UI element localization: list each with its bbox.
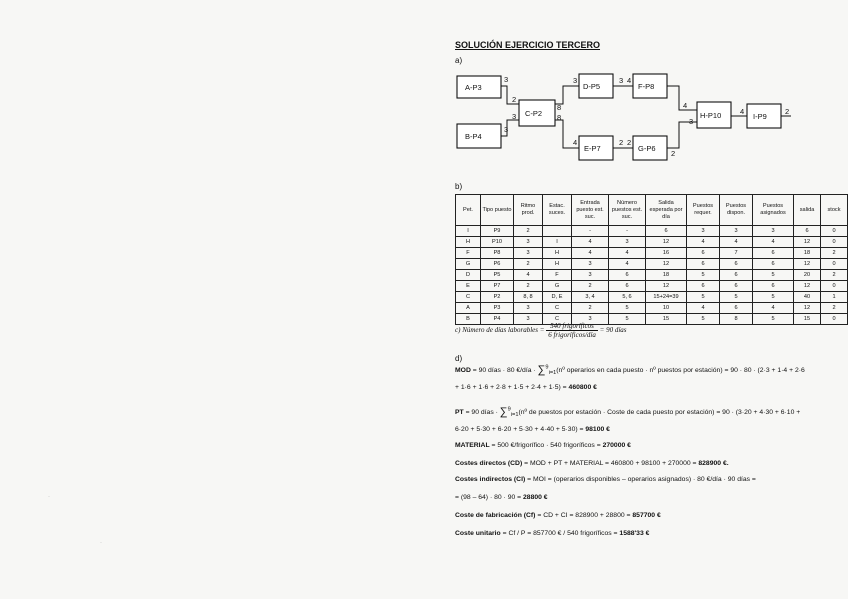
- section-a-label: a): [455, 56, 463, 65]
- table-cell: 1: [821, 292, 848, 303]
- table-cell: C: [543, 314, 572, 325]
- pt-line-2: 6·20 + 5·30 + 6·20 + 5·30 + 4·40 + 5·30) = 98100 €: [455, 426, 610, 433]
- table-cell: 2: [514, 259, 543, 270]
- table-cell: P4: [481, 314, 514, 325]
- mod-line: MOD = 90 días · 80 €/día · ∑$^9_{i=1}$(nº operarios en cada puesto · nº puestos por estación) = 90 · 80 · (2·3 + 1·4 + 2·6: [455, 364, 805, 377]
- table-cell: 4: [609, 259, 646, 270]
- table-cell: 15: [646, 314, 687, 325]
- table-cell: D, E: [543, 292, 572, 303]
- table-cell: H: [456, 237, 481, 248]
- table-cell: 3: [514, 237, 543, 248]
- summation-icon: ∑: [499, 406, 508, 418]
- table-cell: 12: [794, 237, 821, 248]
- section-c-label: c): [455, 326, 461, 335]
- table-cell: -: [572, 226, 609, 237]
- col-header: Pet.: [456, 195, 481, 226]
- table-cell: 3, 4: [572, 292, 609, 303]
- table-cell: 4: [753, 237, 794, 248]
- indirect-costs-line: Costes indirectos (CI) = MOI = (operarios disponibles – operarios asignados) · 80 €/día · 90 días =: [455, 476, 756, 483]
- table-cell: 6: [687, 259, 720, 270]
- table-cell: C: [543, 303, 572, 314]
- table-cell: P6: [481, 259, 514, 270]
- table-cell: 3: [572, 314, 609, 325]
- table-cell: P8: [481, 248, 514, 259]
- section-d-label: d): [455, 354, 463, 363]
- assignment-table: [455, 194, 848, 325]
- node-b-p4: [457, 124, 501, 148]
- table-cell: 5: [687, 292, 720, 303]
- table-cell: H: [543, 248, 572, 259]
- table-cell: 4: [514, 270, 543, 281]
- svg-text:4: 4: [573, 138, 578, 147]
- node-h-p10: [697, 102, 731, 128]
- table-cell: -: [609, 226, 646, 237]
- svg-text:4: 4: [627, 76, 632, 85]
- table-cell: H: [543, 259, 572, 270]
- unit-cost-line: Coste unitario = Cf / P = 857700 € / 540 frigoríficos = 1588'33 €: [455, 530, 650, 537]
- table-cell: 8: [720, 314, 753, 325]
- svg-text:3: 3: [512, 112, 517, 121]
- table-cell: 15+24=39: [646, 292, 687, 303]
- table-cell: C: [456, 292, 481, 303]
- table-cell: 40: [794, 292, 821, 303]
- svg-text:C-P2: C-P2: [525, 109, 543, 118]
- table-cell: 2: [514, 226, 543, 237]
- table-cell: 5: [753, 292, 794, 303]
- c-result: = 90 días: [599, 326, 627, 335]
- table-cell: 3: [609, 237, 646, 248]
- svg-text:4: 4: [683, 101, 688, 110]
- table-body: [456, 226, 848, 325]
- node-e-p7: [579, 136, 613, 160]
- svg-text:D-P5: D-P5: [583, 82, 601, 91]
- table-cell: 2: [572, 303, 609, 314]
- node-d-p5: [579, 74, 613, 98]
- section-b-label: b): [455, 182, 463, 191]
- table-cell: G: [543, 281, 572, 292]
- table-cell: 0: [821, 226, 848, 237]
- col-header: Estac. suces.: [543, 195, 572, 226]
- table-cell: I: [456, 226, 481, 237]
- svg-text:H-P10: H-P10: [700, 111, 722, 120]
- table-cell: 5: [609, 303, 646, 314]
- table-cell: 12: [794, 281, 821, 292]
- svg-text:2: 2: [671, 149, 676, 158]
- precedence-diagram: [455, 64, 795, 176]
- edge-c-d: [555, 86, 579, 104]
- svg-text:A-P3: A-P3: [465, 83, 482, 92]
- svg-text:4: 4: [740, 107, 745, 116]
- table-cell: 2: [514, 281, 543, 292]
- svg-text:3: 3: [689, 117, 694, 126]
- table-cell: 5: [687, 314, 720, 325]
- table-cell: 6: [794, 226, 821, 237]
- table-cell: 5: [753, 314, 794, 325]
- table-cell: 4: [687, 237, 720, 248]
- table-cell: 0: [821, 237, 848, 248]
- table-cell: F: [456, 248, 481, 259]
- table-cell: 6: [609, 270, 646, 281]
- mod-line-2: + 1·6 + 1·6 + 2·8 + 1·5 + 2·4 + 1·5) = 460800 €: [455, 384, 597, 391]
- scan-speck: ·: [48, 494, 50, 500]
- table-cell: 6: [687, 248, 720, 259]
- table-cell: F: [543, 270, 572, 281]
- edge-f-h: [667, 86, 697, 110]
- c-fraction: [546, 322, 598, 339]
- table-cell: 3: [514, 248, 543, 259]
- col-header: salida: [794, 195, 821, 226]
- svg-text:E-P7: E-P7: [584, 144, 601, 153]
- table-cell: 6: [687, 281, 720, 292]
- table-cell: 6: [720, 303, 753, 314]
- document-title: SOLUCIÓN EJERCICIO TERCERO: [455, 40, 601, 50]
- c-numerator: 540 frigoríficos: [546, 322, 598, 331]
- table-cell: 4: [753, 303, 794, 314]
- table-cell: G: [456, 259, 481, 270]
- table-cell: P2: [481, 292, 514, 303]
- col-header: Salida esperada por día: [646, 195, 687, 226]
- table-cell: 6: [753, 248, 794, 259]
- edge-a-c: [501, 86, 519, 104]
- table-cell: P5: [481, 270, 514, 281]
- c-denominator: 6 frigoríficos/día: [548, 331, 596, 339]
- table-cell: E: [456, 281, 481, 292]
- table-cell: 2: [821, 248, 848, 259]
- indirect-costs-line-2: = (98 – 64) · 80 · 90 = 28800 €: [455, 494, 548, 501]
- svg-text:2: 2: [627, 138, 632, 147]
- table-cell: 5: [609, 314, 646, 325]
- table-cell: 15: [794, 314, 821, 325]
- table-cell: 10: [646, 303, 687, 314]
- svg-text:F-P8: F-P8: [638, 82, 655, 91]
- c-lhs: Número de días laborables =: [462, 326, 545, 335]
- section-c-formula: [455, 322, 627, 339]
- col-header: Puestos asignados: [753, 195, 794, 226]
- manufacturing-cost-line: Coste de fabricación (Cf) = CD + CI = 828900 + 28800 = 857700 €: [455, 512, 661, 519]
- table-cell: P7: [481, 281, 514, 292]
- table-cell: 3: [572, 259, 609, 270]
- table-cell: 20: [794, 270, 821, 281]
- table-header-row: [456, 195, 848, 226]
- pt-line: PT = 90 días · ∑$^9_{i=1}$(nº de puestos por estación · Coste de cada puesto por estación) = 90 · (3·20 + 4·30 + 6·10 +: [455, 406, 801, 419]
- table-cell: 3: [720, 226, 753, 237]
- table-cell: 2: [572, 281, 609, 292]
- table-cell: 18: [646, 270, 687, 281]
- table-row: [456, 226, 848, 237]
- node-f-p8: [633, 74, 667, 98]
- scan-speck: ·: [100, 540, 102, 546]
- table-cell: 12: [794, 259, 821, 270]
- col-header: stock: [821, 195, 848, 226]
- table-cell: 16: [646, 248, 687, 259]
- svg-text:8: 8: [557, 103, 562, 112]
- table-cell: 12: [646, 281, 687, 292]
- svg-text:3: 3: [619, 76, 624, 85]
- table-cell: 4: [609, 248, 646, 259]
- table-cell: 7: [720, 248, 753, 259]
- table-cell: [543, 226, 572, 237]
- node-i-p9: [747, 104, 781, 128]
- table-cell: 3: [687, 226, 720, 237]
- table-cell: B: [456, 314, 481, 325]
- svg-text:2: 2: [785, 107, 790, 116]
- table-cell: 2: [821, 270, 848, 281]
- table-cell: 5: [720, 292, 753, 303]
- table-cell: 12: [646, 237, 687, 248]
- table-cell: P9: [481, 226, 514, 237]
- svg-text:8: 8: [557, 113, 562, 122]
- table-cell: I: [543, 237, 572, 248]
- table-row: [456, 281, 848, 292]
- table-cell: 6: [609, 281, 646, 292]
- col-header: Puestos requer.: [687, 195, 720, 226]
- summation-icon: ∑: [537, 364, 546, 376]
- node-g-p6: [633, 136, 667, 160]
- table-cell: 12: [646, 259, 687, 270]
- table-cell: 6: [646, 226, 687, 237]
- table-cell: 3: [753, 226, 794, 237]
- svg-text:I-P9: I-P9: [753, 112, 767, 121]
- table-cell: 3: [514, 314, 543, 325]
- svg-text:G-P6: G-P6: [638, 144, 656, 153]
- table-row: [456, 248, 848, 259]
- table-row: [456, 237, 848, 248]
- table-row: [456, 270, 848, 281]
- table-cell: 6: [720, 270, 753, 281]
- table-cell: 6: [753, 259, 794, 270]
- table-cell: 18: [794, 248, 821, 259]
- node-a-p3: [457, 76, 501, 98]
- table-cell: 5, 6: [609, 292, 646, 303]
- col-header: Número puestos est. suc.: [609, 195, 646, 226]
- svg-text:3: 3: [504, 125, 509, 134]
- col-header: Tipo puesto: [481, 195, 514, 226]
- table-cell: P3: [481, 303, 514, 314]
- table-cell: 6: [720, 259, 753, 270]
- node-c-p2: [519, 100, 555, 126]
- svg-text:B-P4: B-P4: [465, 132, 482, 141]
- table-cell: 0: [821, 281, 848, 292]
- col-header: Ritmo prod.: [514, 195, 543, 226]
- table-row: [456, 259, 848, 270]
- table-cell: 5: [687, 270, 720, 281]
- table-cell: 3: [572, 270, 609, 281]
- table-cell: D: [456, 270, 481, 281]
- table-cell: 5: [753, 270, 794, 281]
- table-cell: 0: [821, 259, 848, 270]
- table-cell: A: [456, 303, 481, 314]
- table-cell: 12: [794, 303, 821, 314]
- table-cell: 4: [572, 248, 609, 259]
- svg-text:2: 2: [512, 95, 517, 104]
- svg-text:3: 3: [504, 75, 509, 84]
- direct-costs-line: Costes directos (CD) = MOD + PT + MATERIAL = 460800 + 98100 + 270000 = 828900 €.: [455, 460, 729, 467]
- table-cell: 0: [821, 314, 848, 325]
- col-header: Entrada puesto est. suc.: [572, 195, 609, 226]
- svg-text:2: 2: [619, 138, 624, 147]
- svg-text:3: 3: [573, 76, 578, 85]
- table-cell: 6: [753, 281, 794, 292]
- table-cell: 3: [514, 303, 543, 314]
- table-cell: 4: [720, 237, 753, 248]
- table-cell: 2: [821, 303, 848, 314]
- table-cell: 8, 8: [514, 292, 543, 303]
- table-row: [456, 303, 848, 314]
- table-cell: P10: [481, 237, 514, 248]
- table-cell: 4: [687, 303, 720, 314]
- material-line: MATERIAL = 500 €/frigorífico · 540 frigoríficos = 270000 €: [455, 442, 631, 449]
- table-row: [456, 292, 848, 303]
- col-header: Puestos dispon.: [720, 195, 753, 226]
- table-cell: 6: [720, 281, 753, 292]
- table-cell: 4: [572, 237, 609, 248]
